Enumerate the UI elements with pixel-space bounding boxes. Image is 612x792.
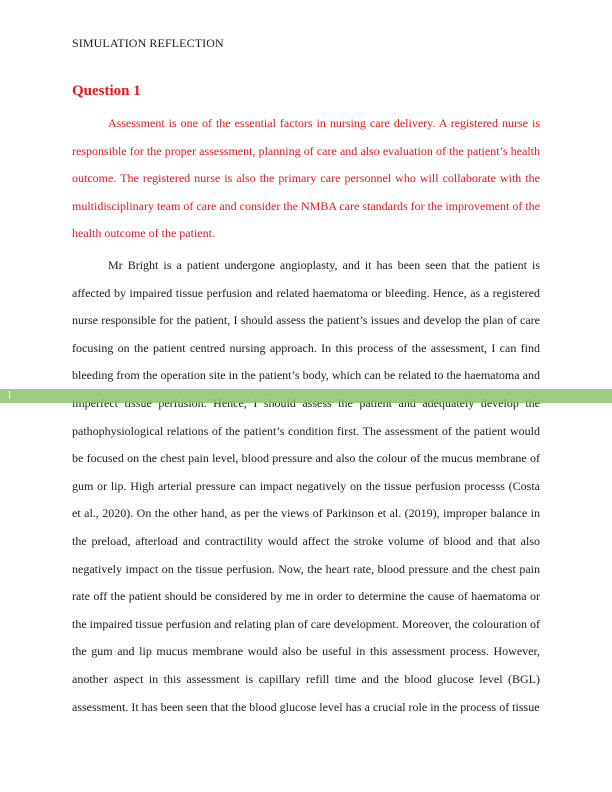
page-break-band [0, 389, 612, 403]
running-head: SIMULATION REFLECTION [72, 36, 224, 50]
body-paragraph: Mr Bright is a patient undergone angioplasty, and it has been seen that the patient is affected by impaired tissue perfusion and related haematoma or bleeding. Hence, as a registered nurse responsible for the patient, I should assess the patient’s issues and develop the plan of care focusing on the patient centred nursing approach. In this process of the assessment, I can find bleeding from the operation site in the patient’s body, which can be related to the haematoma and pathophysiological relations of the patient’s condition first. The assessment of the patient would be focused on the chest pain level, blood pressure and also the colour of the mucus membrane of gum or lip. High arterial pressure can impact negatively on the tissue perfusion processs (Costa et al., 2020). On the other hand, as per the views of Parkinson et al. (2019), improper balance in the preload, afterload and contractility would affect the stroke volume of blood and that also negatively impact on the tissue perfusion. Now, the heart rate, blood pressure and the chest pain rate off the patient should be considered by me in order to determine the cause of haematoma or the impaired tissue perfusion and relating plan of care development. Moreover, the colouration of the gum and lip mucus membrane would also be useful in this assessment process. However, another aspect in this assessment is capillary refill time and the blood glucose level (BGL) assessment. It has been seen that the blood glucose level has a crucial role in the process of tissue [72, 258, 540, 714]
page-number: 1 [7, 390, 12, 401]
section-heading: Question 1 [72, 83, 141, 99]
intro-paragraph: Assessment is one of the essential factors in nursing care delivery. A registered nurse is responsible for the proper assessment, planning of care and also evaluation of the patient’s health outcome. The registered nurse is also the primary care personnel who will collaborate with the multidisciplinary team of care and consider the NMBA care standards for the improvement of the health outcome of the patient. [72, 116, 540, 241]
